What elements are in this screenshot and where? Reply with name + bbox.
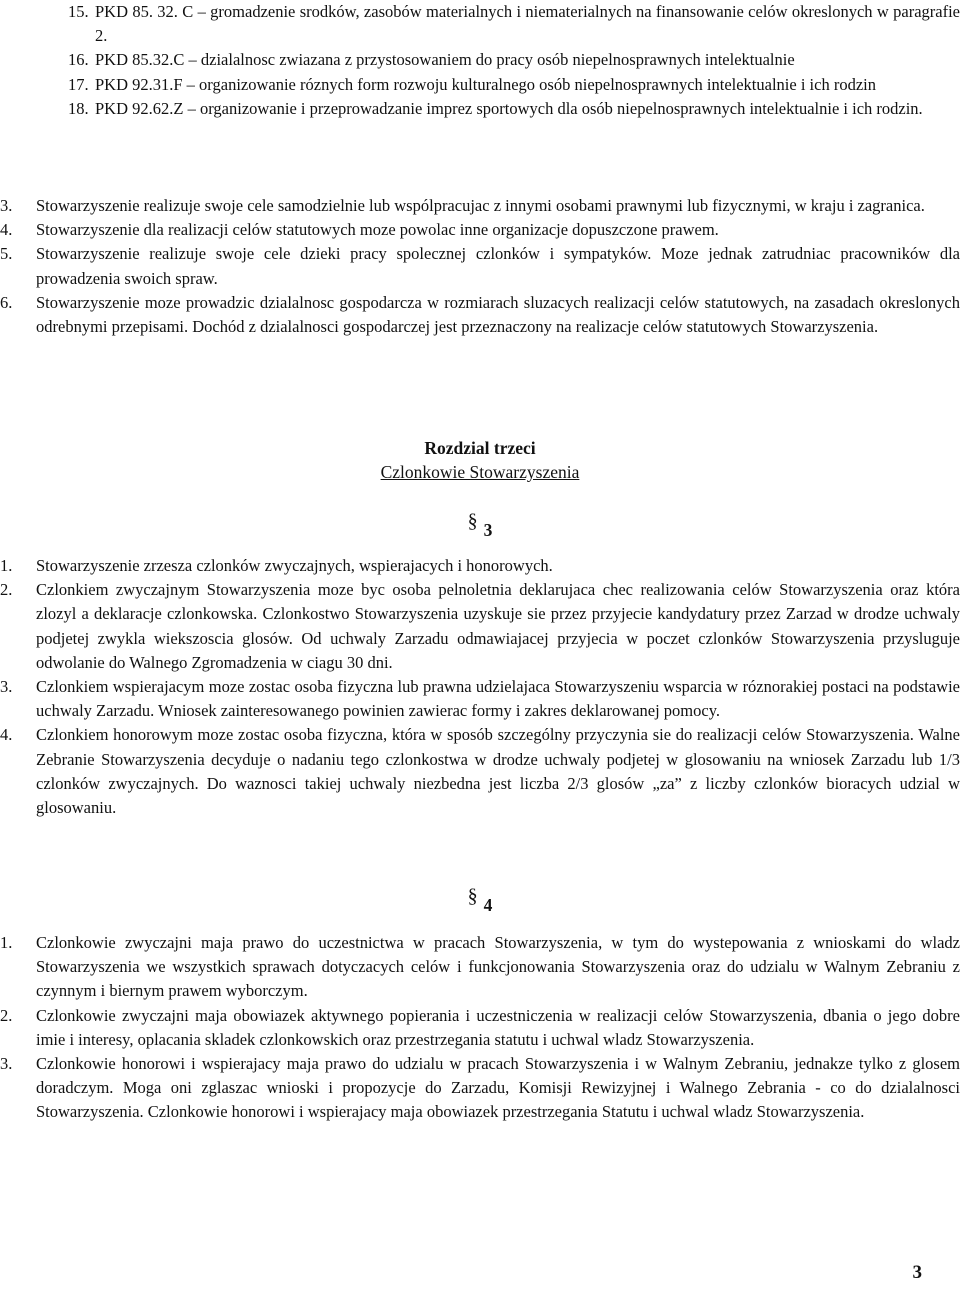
item-text: Stowarzyszenie dla realizacji celów statutowych moze powolac inne organizacje dopuszczone prawem. [36,220,719,240]
section-heading-4 [0,885,960,917]
item-text: Czlonkowie honorowi i wspierajacy maja prawo do udzialu w pracach Stowarzyszenia i w Walnym Zebraniu, jednakze tylko z glosem doradczym. Moga oni zglaszac wnioski i propozycje do Zarzadu, Komisji Rewizyjnej i Walnego Zebrania - co do dzialalnosci Stowarzyszenia. Czlonkowie honorowi i wspierajacy maja obowiazek przestrzegania Statutu i uchwal wladz Stowarzyszenia. [36,1054,960,1122]
page-number: 3 [912,1262,922,1283]
item-text: Czlonkiem zwyczajnym Stowarzyszenia moze byc osoba pelnoletnia deklarujaca chec realizowania celów Stowarzyszenia oraz która zlozyl a deklaracje czlonkowska. Czlonkostwo Stowarzyszenia uzyskuje sie przez przyjecie kandydatury przez Zarzad w drodze uchwaly podjetej zwykla wiekszoscia glosów. Od uchwaly Zarzadu odmawiajacej przyjecia w poczet czlonków Stowarzyszenia przysluguje odwolanie do Walnego Zgromadzenia w ciagu 30 dni. [36,580,960,672]
item-text: Stowarzyszenie zrzesza czlonków zwyczajnych, wspierajacych i honorowych. [36,556,553,575]
list-item [0,1052,960,1125]
list-item [0,723,960,820]
item-number: 1. [0,933,13,952]
item-text: Czlonkowie zwyczajni maja prawo do uczestnictwa w pracach Stowarzyszenia, w tym do wystepowania z wnioskami do wladz Stowarzyszenia we wszystkich sprawach dotyczacych celów i funkcjonowania Stowarzyszenia oraz do udzialu w Walnym Zebraniu z czynnym i biernym prawem wyborczym. [36,933,960,1001]
list-item [0,48,960,72]
list-item [0,242,960,290]
chapter-title: Rozdzial trzeci [424,438,536,458]
item-number: 3. [0,1054,13,1074]
section-number: 3 [483,520,493,540]
item-number: 16. [68,50,89,70]
item-text: Czlonkowie zwyczajni maja obowiazek aktywnego popierania i uczestniczenia w realizacji celów Stowarzyszenia, dbania o jego dobre imie i interesy, oplacania skladek czlonkowskich oraz przestrzegania statutu i uchwal wladz Stowarzyszenia. [36,1005,960,1049]
chapter-heading [0,436,960,460]
list-item [0,73,960,97]
list-item [0,1004,960,1052]
item-text: Czlonkiem honorowym moze zostac osoba fizyczna, która w sposób szczególny przyczynia sie do realizacji celów Stowarzyszenia. Walne Zebranie Stowarzyszenia decyduje o nadaniu tego czlonkostwa w drodze uchwaly podjetej w glosowaniu na wniosek Zarzadu lub 1/3 czlonków zwyczajnych. Do waznosci takiej uchwaly niezbedna jest liczba 2/3 glosów „za” z liczby czlonków bioracych udzial w glosowaniu. [36,725,960,818]
item-number: 4. [0,220,13,240]
section-heading-3 [0,510,960,542]
item-number: 4. [0,725,13,745]
item-number: 18. [68,98,89,118]
item-text: Czlonkiem wspierajacym moze zostac osoba fizyczna lub prawna udzielajaca Stowarzyszeniu wsparcia w róznorakiej postaci na podstawie uchwaly Zarzadu. Wniosek zainteresowanego powinien zawierac formy i zakres deklarowanej pomocy. [36,677,960,721]
item-number: 3. [0,196,13,215]
item-text: Stowarzyszenie realizuje swoje cele samodzielnie lub wspólpracujac z innymi osobami prawnymi lub fizycznymi, w kraju i zagranica. [36,196,925,215]
item-text: Stowarzyszenie realizuje swoje cele dzieki pracy spolecznej czlonków i sympatyków. Moze jednak zatrudniac pracowników dla prowadzenia swoich spraw. [36,244,960,288]
list-item [0,291,960,339]
list-item [0,218,960,242]
item-text: Stowarzyszenie moze prowadzic dzialalnosc gospodarcza w rozmiarach sluzacych realizacji celów statutowych, na zasadach okreslonych odrebnymi przepisami. Dochód z dzialalnosci gospodarczej jest przeznaczony na realizacje celów statutowych Stowarzyszenia. [36,292,960,337]
item-text: PKD 85.32.C – dzialalnosc zwiazana z przystosowaniem do pracy osób niepelnosprawnych intelektualnie [95,50,795,70]
section-number: 4 [483,895,493,915]
item-number: 2. [0,1005,13,1025]
item-number: 6. [0,292,13,312]
list-item [0,554,960,578]
list-item [0,97,960,121]
section-mark: § [467,510,478,532]
item-number: 1. [0,556,13,575]
list-item [0,931,960,1004]
list-item [0,675,960,723]
item-text: PKD 92.62.Z – organizowanie i przeprowadzanie imprez sportowych dla osób niepelnosprawnych intelektualnie i ich rodzin. [95,98,923,118]
item-number: 2. [0,580,13,600]
pkd-list [0,0,960,121]
section-mark: § [467,885,478,907]
article-list [0,194,960,339]
item-number: 15. [68,2,89,21]
section-3-list [0,554,960,820]
item-text: PKD 85. 32. C – gromadzenie srodków, zasobów materialnych i niematerialnych na finansowanie celów okreslonych w paragrafie 2. [95,2,960,46]
item-number: 5. [0,244,13,264]
list-item [0,578,960,675]
section-4-list [0,931,960,1125]
chapter-subheading [0,460,960,485]
item-number: 17. [68,74,89,94]
chapter-subtitle: Czlonkowie Stowarzyszenia [380,462,580,482]
item-number: 3. [0,677,13,697]
list-item [0,0,960,48]
item-text: PKD 92.31.F – organizowanie róznych form rozwoju kulturalnego osób niepelnosprawnych intelektualnie i ich rodzin [95,74,876,94]
list-item [0,194,960,218]
